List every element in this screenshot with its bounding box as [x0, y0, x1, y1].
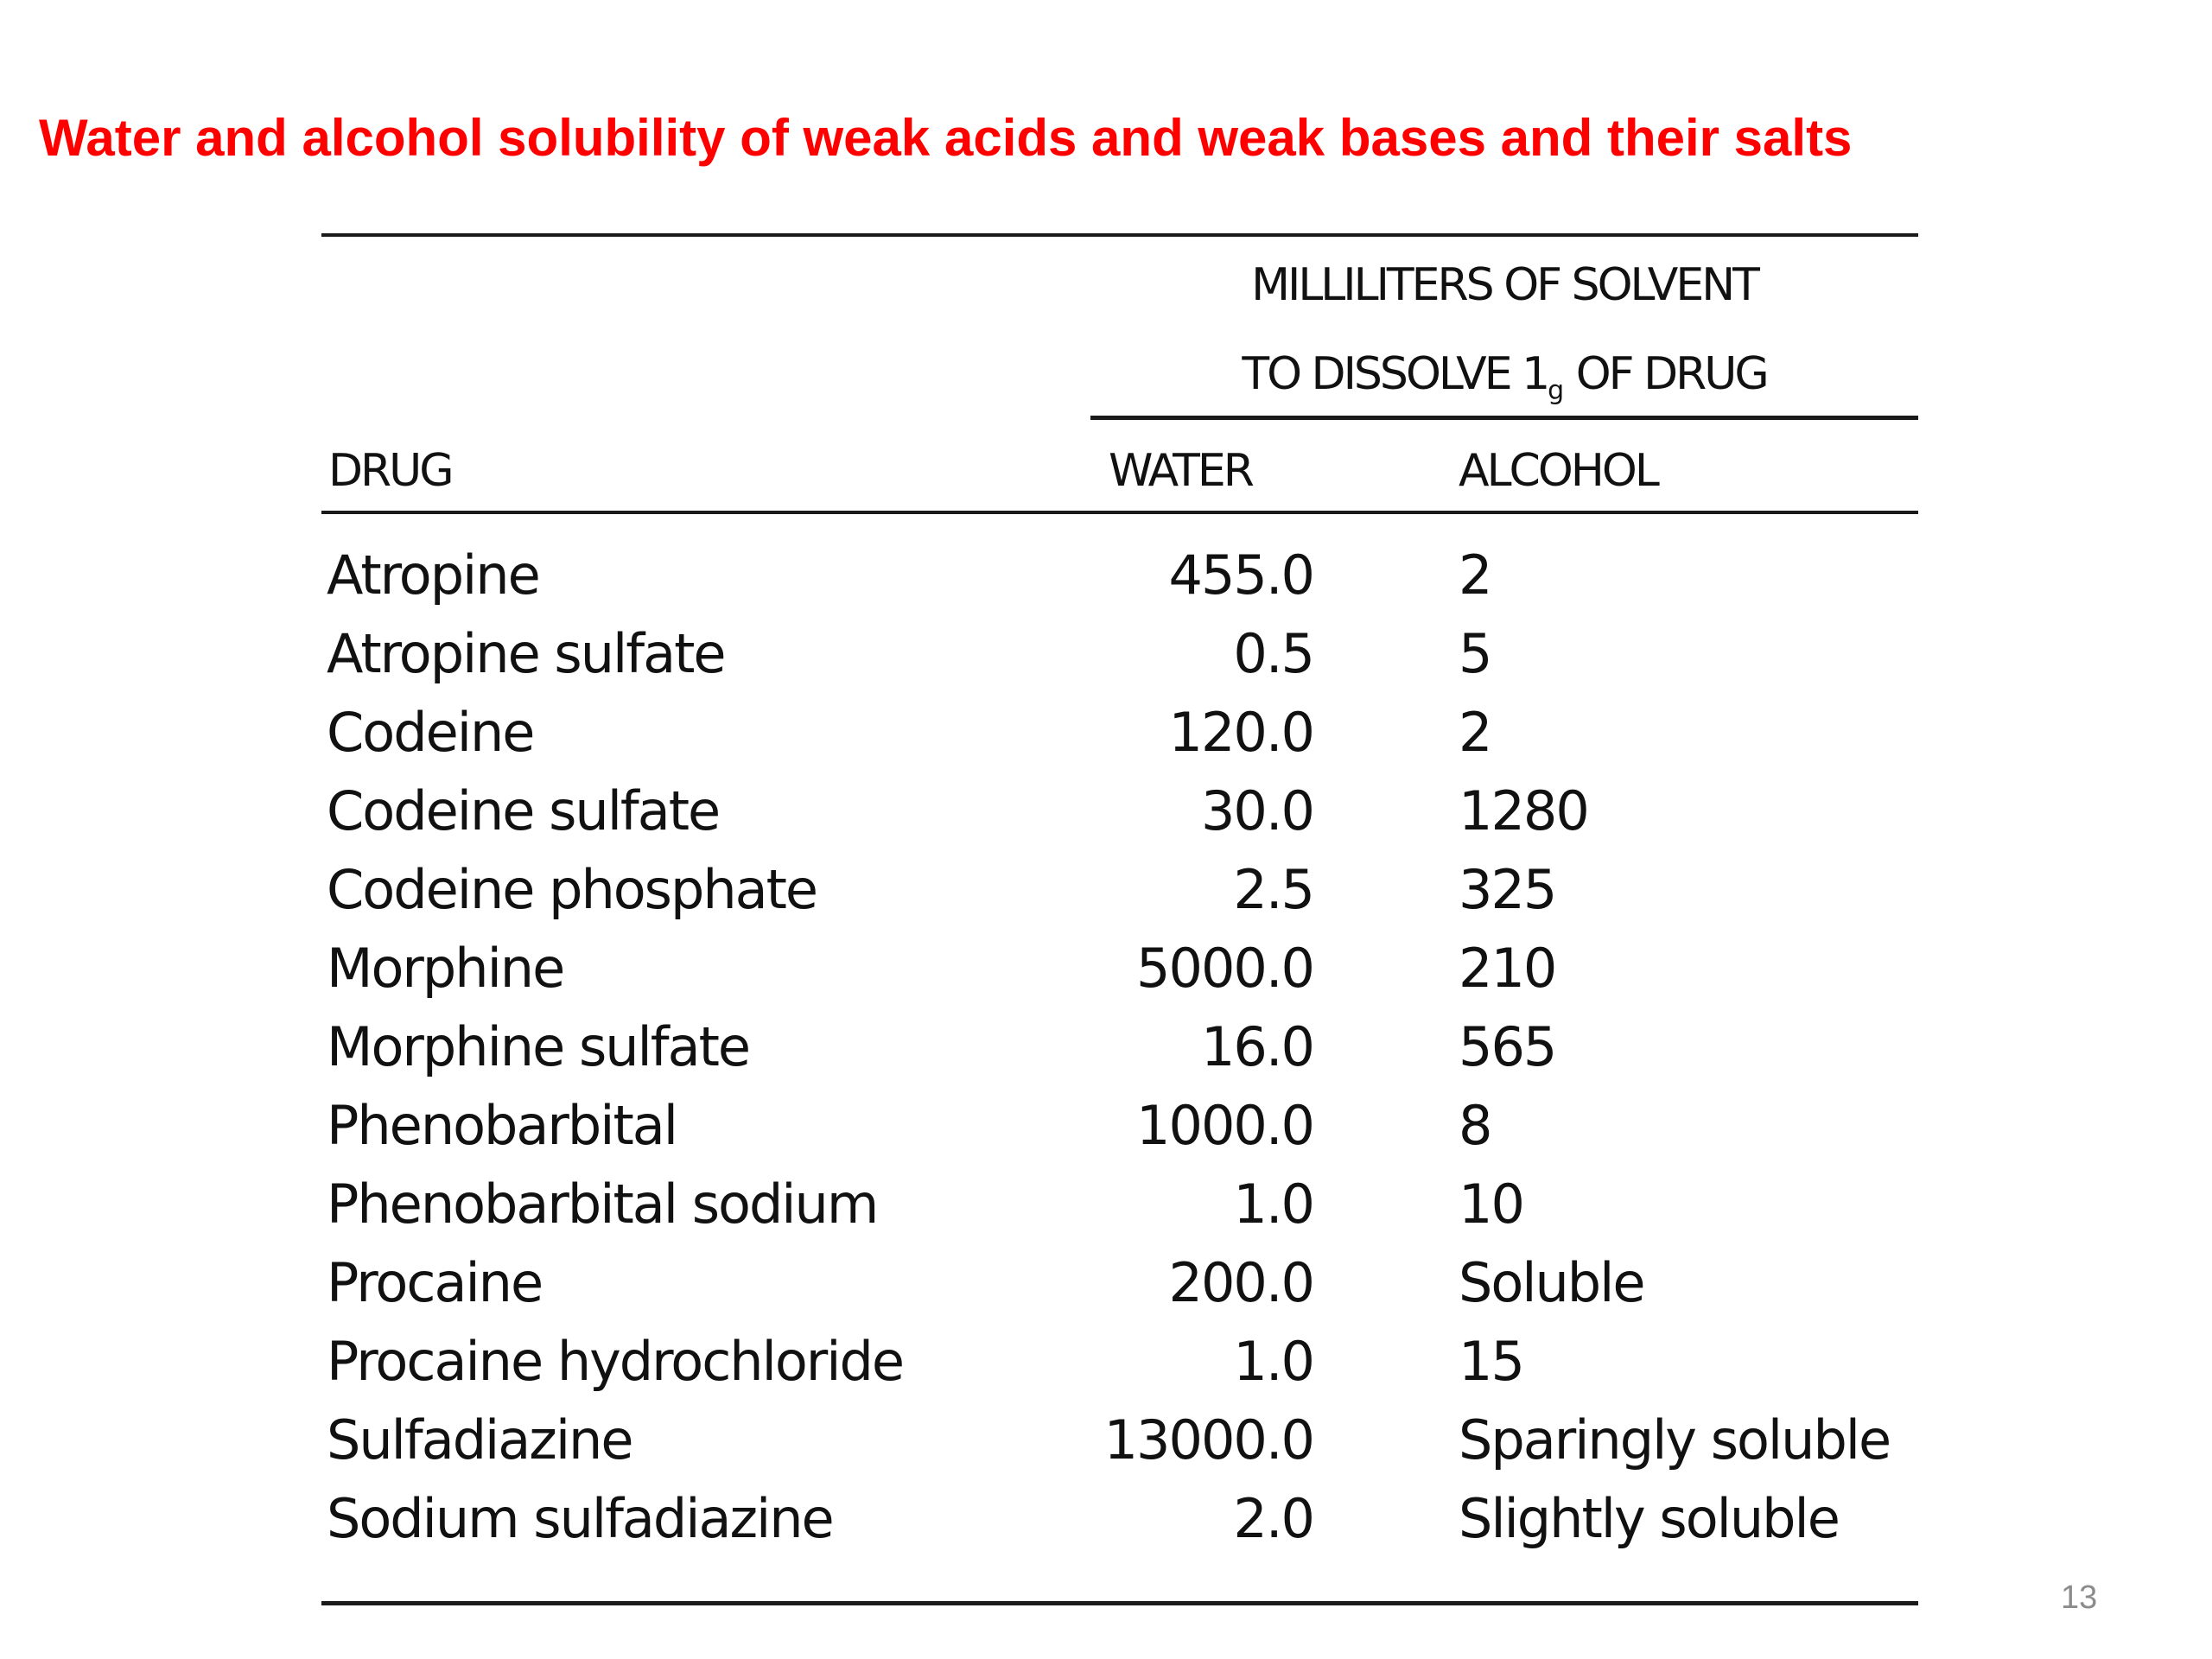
- table-row: [0, 929, 2212, 1007]
- table-bottom-rule: [321, 1601, 1918, 1605]
- drug-cell: Procaine hydrochloride: [327, 1330, 903, 1393]
- table-row: [0, 850, 2212, 929]
- water-cell: 200.0: [1168, 1251, 1313, 1314]
- table-row: [0, 772, 2212, 850]
- alcohol-cell: 5: [1459, 622, 1491, 685]
- alcohol-cell: 565: [1459, 1015, 1556, 1078]
- water-cell: 2.5: [1233, 858, 1313, 921]
- table-header-rule: [321, 511, 1918, 514]
- table-row: [0, 1243, 2212, 1322]
- water-cell: 1.0: [1233, 1173, 1313, 1236]
- table-top-rule: [321, 233, 1918, 237]
- table-row: [0, 1165, 2212, 1243]
- drug-cell: Phenobarbital: [327, 1094, 677, 1157]
- water-cell: 5000.0: [1136, 937, 1313, 1000]
- table-row: [0, 536, 2212, 614]
- water-cell: 1.0: [1233, 1330, 1313, 1393]
- table-row: [0, 1086, 2212, 1165]
- water-cell: 16.0: [1200, 1015, 1313, 1078]
- alcohol-cell: 15: [1459, 1330, 1523, 1393]
- water-cell: 2.0: [1233, 1487, 1313, 1550]
- drug-cell: Morphine sulfate: [327, 1015, 750, 1078]
- drug-cell: Procaine: [327, 1251, 543, 1314]
- table-row: [0, 1401, 2212, 1479]
- drug-cell: Codeine sulfate: [327, 779, 720, 842]
- drug-cell: Atropine: [327, 543, 539, 607]
- group-header-prefix: TO DISSOLVE 1: [1242, 348, 1548, 400]
- water-cell: 0.5: [1233, 622, 1313, 685]
- page-number: 13: [2061, 1580, 2098, 1616]
- drug-cell: Codeine phosphate: [327, 858, 817, 921]
- group-header-unit-subscript: g: [1548, 375, 1565, 406]
- table-row: [0, 1007, 2212, 1086]
- drug-cell: Sulfadiazine: [327, 1408, 632, 1471]
- table-row: [0, 1479, 2212, 1558]
- table-row: [0, 1322, 2212, 1401]
- alcohol-cell: Slightly soluble: [1459, 1487, 1839, 1550]
- alcohol-cell: Soluble: [1459, 1251, 1644, 1314]
- water-cell: 1000.0: [1136, 1094, 1313, 1157]
- alcohol-cell: 8: [1459, 1094, 1491, 1157]
- drug-cell: Codeine: [327, 701, 534, 764]
- alcohol-cell: 210: [1459, 937, 1556, 1000]
- alcohol-cell: 2: [1459, 701, 1491, 764]
- water-cell: 455.0: [1168, 543, 1313, 607]
- water-cell: 120.0: [1168, 701, 1313, 764]
- solvent-group-header-line1: MILLILITERS OF SOLVENT: [1251, 259, 1758, 311]
- table-row: [0, 614, 2212, 693]
- group-header-rule: [1090, 416, 1918, 420]
- alcohol-cell: 325: [1459, 858, 1556, 921]
- slide-title: Water and alcohol solubility of weak acids and weak bases and their salts: [39, 109, 1853, 167]
- water-cell: 13000.0: [1103, 1408, 1313, 1471]
- drug-cell: Morphine: [327, 937, 564, 1000]
- group-header-suffix: OF DRUG: [1564, 348, 1767, 400]
- table-row: [0, 693, 2212, 772]
- alcohol-cell: Sparingly soluble: [1459, 1408, 1891, 1471]
- drug-cell: Atropine sulfate: [327, 622, 725, 685]
- alcohol-cell: 2: [1459, 543, 1491, 607]
- table-body: [0, 536, 2212, 1558]
- alcohol-cell: 1280: [1459, 779, 1588, 842]
- drug-cell: Phenobarbital sodium: [327, 1173, 878, 1236]
- alcohol-cell: 10: [1459, 1173, 1523, 1236]
- column-header-alcohol: ALCOHOL: [1459, 445, 1657, 497]
- drug-cell: Sodium sulfadiazine: [327, 1487, 833, 1550]
- solvent-group-header-line2: [1090, 348, 1918, 405]
- column-header-water: WATER: [1109, 445, 1252, 497]
- water-cell: 30.0: [1200, 779, 1313, 842]
- column-header-drug: DRUG: [328, 445, 452, 497]
